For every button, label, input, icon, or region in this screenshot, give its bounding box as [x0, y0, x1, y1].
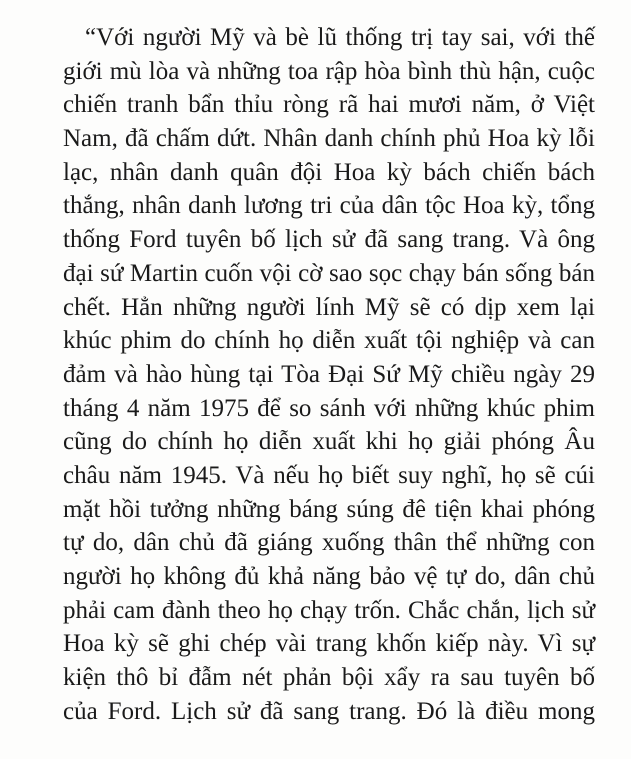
- text-line: châu năm 1945. Và nếu họ biết suy nghĩ, họ sẽ cúi: [63, 461, 595, 489]
- text-line: Nam, đã chấm dứt. Nhân danh chính phủ Hoa kỳ lỗi: [63, 125, 595, 153]
- text-line: phải cam đành theo họ chạy trốn. Chắc chắn, lịch sử: [63, 596, 595, 624]
- text-line: khúc phim do chính họ diễn xuất tội nghiệp và can: [63, 327, 595, 355]
- text-line: chết. Hẳn những người lính Mỹ sẽ có dịp xem lại: [63, 293, 595, 321]
- text-line: đại sứ Martin cuốn vội cờ sao sọc chạy bán sống bán: [63, 259, 595, 287]
- text-line: tháng 4 năm 1975 để so sánh với những khúc phim: [63, 394, 595, 422]
- text-line: “Với người Mỹ và bè lũ thống trị tay sai, với thế: [85, 24, 595, 51]
- text-line: thống Ford tuyên bố lịch sử đã sang trang. Và ông: [63, 226, 595, 254]
- text-line: Hoa kỳ sẽ ghi chép vài trang khốn kiếp này. Vì sự: [63, 630, 595, 658]
- text-line: kiện thô bỉ đẫm nét phản bội xẩy ra sau tuyên bố: [63, 664, 595, 692]
- text-line: của Ford. Lịch sử đã sang trang. Đó là điều mong: [63, 697, 595, 725]
- text-line: chiến tranh bẩn thỉu ròng rã hai mươi năm, ở Việt: [63, 91, 595, 119]
- text-line: tự do, dân chủ đã giáng xuống thân thể những con: [63, 529, 595, 557]
- text-line: cũng do chính họ diễn xuất khi họ giải phóng Âu: [63, 428, 595, 456]
- bleed-through-artifact: [120, 0, 620, 2]
- text-line: người họ không đủ khả năng bảo vệ tự do, dân chủ: [63, 563, 595, 590]
- text-line: mặt hồi tưởng những báng súng đê tiện khai phóng: [63, 495, 595, 523]
- text-line: giới mù lòa và những toa rập hòa bình thù hận, cuộc: [63, 57, 595, 85]
- paragraph: [63, 21, 595, 728]
- text-line: thắng, nhân danh lương tri của dân tộc Hoa kỳ, tổng: [63, 192, 595, 220]
- text-line: lạc, nhân danh quân đội Hoa kỳ bách chiến bách: [63, 158, 595, 186]
- text-line: đảm và hào hùng tại Tòa Đại Sứ Mỹ chiều ngày 29: [63, 360, 595, 388]
